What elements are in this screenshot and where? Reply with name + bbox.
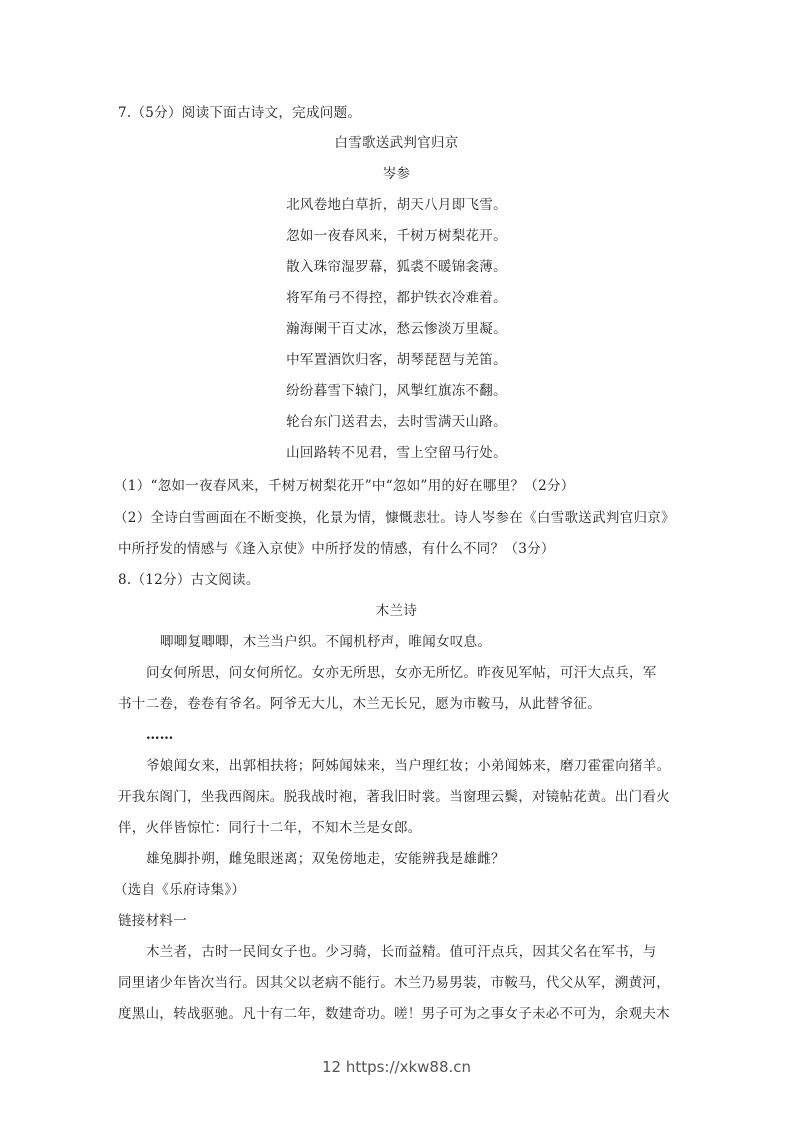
poem-title: 白雪歌送武判官归京 — [334, 135, 459, 151]
text-title: 木兰诗 — [375, 603, 418, 619]
poem-line: 忽如一夜春风来，千树万树梨花开。 — [286, 228, 507, 244]
poem-line: 瀚海阑干百丈冰，愁云惨淡万里凝。 — [286, 321, 507, 337]
question-7-sub2-line1: （2）全诗白雪画面在不断变换，化景为情，慷慨悲壮。诗人岑参在《白雪歌送武判官归京》 — [114, 510, 675, 526]
paragraph-3-line2: 开我东阁门，坐我西阁床。脱我战时袍，著我旧时裳。当窗理云鬓，对镜帖花黄。出门看火 — [118, 789, 670, 805]
paragraph-3-line3: 伴，火伴皆惊忙：同行十二年，不知木兰是女郎。 — [118, 820, 422, 836]
poem-line: 将军角弓不得控，都护铁衣冷难着。 — [286, 290, 507, 306]
poem-line: 北风卷地白草折，胡天八月即飞雪。 — [286, 197, 507, 213]
link-material-title: 链接材料一 — [118, 913, 187, 929]
link-material-line2: 同里诸少年皆次当行。因其父以老病不能行。木兰乃易男装，市鞍马，代父从军，溯黄河， — [118, 975, 670, 991]
poem-line: 山回路转不见君，雪上空留马行处。 — [286, 445, 507, 461]
source-citation: （选自《乐府诗集》） — [114, 882, 246, 898]
page-footer — [0, 1058, 793, 1076]
paragraph-4: 雄兔脚扑朔，雌兔眼迷离；双兔傍地走，安能辨我是雄雌？ — [146, 851, 505, 867]
question-7-header: 7.（5分）阅读下面古诗文，完成问题。 — [118, 105, 362, 121]
question-7-sub1: （1）“忽如一夜春风来，千树万树梨花开”中“忽如”用的好在哪里？（2分） — [114, 478, 575, 494]
link-material-line3: 度黑山，转战驱驰。凡十有二年，数建奇功。嗟！男子可为之事女子未必不可为，余观夫木 — [118, 1006, 670, 1022]
poem-line: 轮台东门送君去，去时雪满天山路。 — [286, 414, 507, 430]
poem-line: 散入珠帘湿罗幕，狐裘不暖锦衾薄。 — [286, 259, 507, 275]
footer-url[interactable]: https://xkw88.cn — [345, 1058, 472, 1076]
question-8-header: 8.（12分）古文阅读。 — [118, 572, 260, 588]
question-7-sub2-line2: 中所抒发的情感与《逢入京使》中所抒发的情感，有什么不同？（3分） — [118, 541, 555, 557]
paragraph-3-line1: 爷娘闻女来，出郭相扶将；阿姊闻妹来，当户理红妆；小弟闻姊来，磨刀霍霍向猪羊。 — [146, 758, 671, 774]
link-material-line1: 木兰者，古时一民间女子也。少习骑，长而益精。值可汗点兵，因其父名在军书，与 — [146, 944, 657, 960]
paragraph-1: 唧唧复唧唧，木兰当户织。不闻机杼声，唯闻女叹息。 — [160, 634, 492, 650]
poem-line: 纷纷暮雪下辕门，风掣红旗冻不翻。 — [286, 383, 507, 399]
paragraph-2-line2: 书十二卷，卷卷有爷名。阿爷无大儿，木兰无长兄，愿为市鞍马，从此替爷征。 — [118, 696, 601, 712]
page-number: 12 — [321, 1058, 342, 1076]
ellipsis: …… — [146, 727, 174, 743]
paragraph-2-line1: 问女何所思，问女何所忆。女亦无所思，女亦无所忆。昨夜见军帖，可汗大点兵，军 — [146, 665, 657, 681]
poem-line: 中军置酒饮归客，胡琴琵琶与羌笛。 — [286, 352, 507, 368]
poem-author: 岑参 — [382, 166, 411, 182]
